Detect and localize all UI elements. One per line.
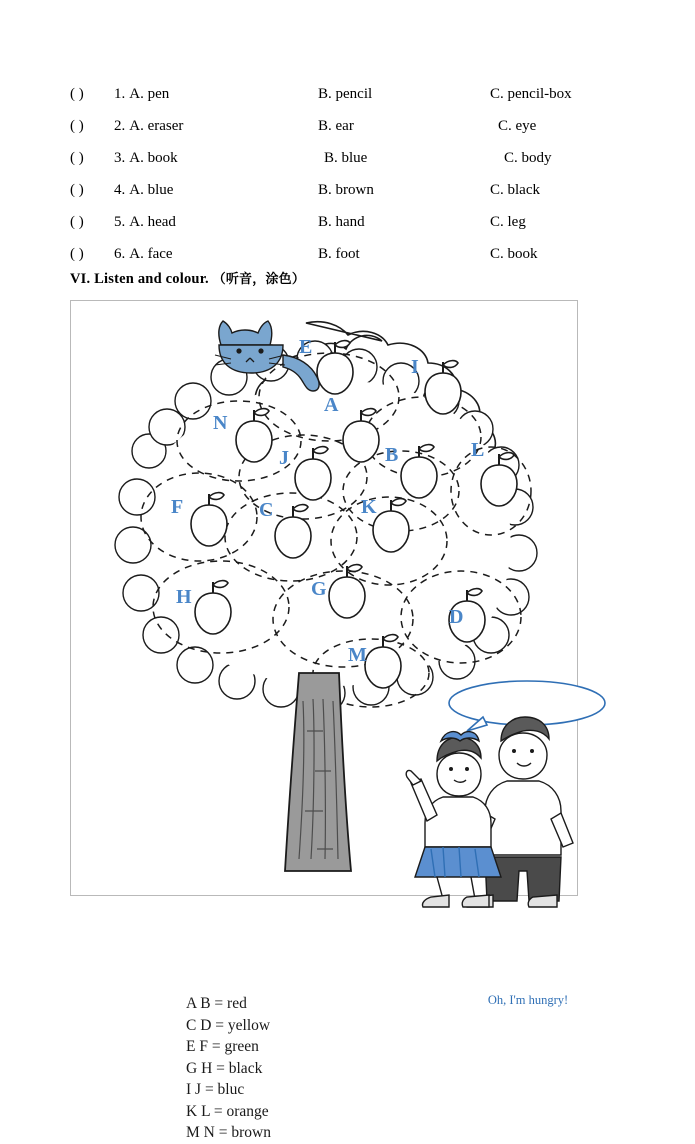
question-number: 1. [114, 86, 126, 102]
option-a[interactable]: A. book [129, 150, 178, 166]
answer-blank[interactable]: ( ) [70, 118, 84, 134]
tree-letter: A [324, 394, 339, 416]
tree-letter: K [361, 496, 377, 518]
table-row [70, 238, 630, 270]
speech-bubble-text: Oh, I'm hungry! [487, 993, 569, 1007]
option-b[interactable]: B. hand [318, 214, 365, 230]
option-c[interactable]: C. eye [498, 118, 537, 134]
tree-letter: M [348, 644, 367, 666]
answer-blank[interactable]: ( ) [70, 246, 84, 262]
table-row [70, 174, 630, 206]
option-c[interactable]: C. book [490, 246, 538, 262]
tree-letter: B [385, 444, 399, 466]
tree-trunk [285, 673, 351, 871]
legend-item: I J = bluc [186, 1081, 245, 1098]
listen-and-colour-picture [70, 300, 578, 1141]
option-c[interactable]: C. body [504, 150, 552, 166]
option-b[interactable]: B. ear [318, 118, 354, 134]
option-c[interactable]: C. pencil-box [490, 86, 572, 102]
legend-item: K L = orange [186, 1102, 269, 1120]
question-number: 2. [114, 118, 126, 134]
children-illustration [406, 717, 573, 907]
answer-blank[interactable]: ( ) [70, 214, 84, 230]
option-c[interactable]: C. black [490, 182, 540, 198]
section-heading-chinese: （听音，涂色） [212, 272, 306, 287]
table-row [70, 142, 630, 174]
legend-item: M N = brown [186, 1124, 271, 1141]
section-heading-label: VI. Listen and colour. [70, 271, 209, 287]
table-row [70, 206, 630, 238]
legend-item: C D = yellow [186, 1016, 271, 1034]
tree-letter: F [171, 496, 184, 518]
option-b[interactable]: B. blue [324, 150, 368, 166]
tree-letter: H [176, 586, 192, 608]
multiple-choice-block [70, 78, 630, 270]
table-row [70, 78, 630, 110]
legend-item: A B = red [186, 995, 247, 1012]
option-a[interactable]: A. face [129, 246, 173, 262]
tree-letter: C [259, 499, 274, 521]
question-number: 3. [114, 150, 126, 166]
option-a[interactable]: A. blue [129, 182, 174, 198]
option-c[interactable]: C. leg [490, 214, 526, 230]
option-a[interactable]: A. head [129, 214, 176, 230]
option-b[interactable]: B. foot [318, 246, 360, 262]
table-row [70, 110, 630, 142]
tree-letter: E [299, 336, 313, 358]
question-number: 5. [114, 214, 126, 230]
option-a[interactable]: A. eraser [129, 118, 184, 134]
tree-letter: G [311, 578, 327, 600]
tree-letter: L [471, 439, 485, 461]
tree-letter: J [279, 447, 289, 469]
tree-letter: I [411, 356, 419, 378]
answer-blank[interactable]: ( ) [70, 86, 84, 102]
answer-blank[interactable]: ( ) [70, 150, 84, 166]
tree-letter: D [449, 606, 464, 628]
legend-item: G H = black [186, 1059, 263, 1077]
tree-illustration [71, 301, 577, 895]
section-heading [70, 268, 305, 288]
answer-blank[interactable]: ( ) [70, 182, 84, 198]
tree-letter: N [213, 412, 228, 434]
legend-item: E F = green [186, 1038, 259, 1055]
question-number: 4. [114, 182, 126, 198]
question-number: 6. [114, 246, 126, 262]
option-b[interactable]: B. pencil [318, 86, 373, 102]
option-b[interactable]: B. brown [318, 182, 374, 198]
option-a[interactable]: A. pen [129, 86, 170, 102]
colour-key-legend [186, 993, 271, 1144]
